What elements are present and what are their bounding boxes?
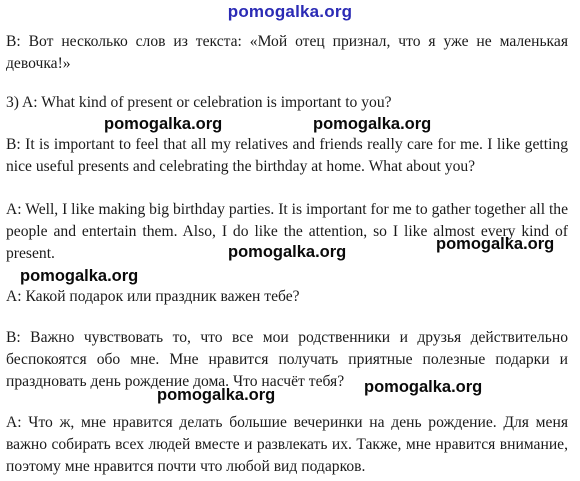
paragraph-a-russian: A: Что ж, мне нравится делать большие вечеринки на день рождение. Для меня важно собирать всех людей вместе и развлекать их. Также, мне нравится внимание, поэтому мне нравится почти что любой вид подарков. <box>6 414 568 475</box>
paragraph-a-russian-question: A: Какой подарок или праздник важен тебе? <box>6 288 300 305</box>
watermark-text: pomogalka.org <box>436 235 555 253</box>
paragraph-question-3: 3) A: What kind of present or celebration is important to you? <box>6 94 392 111</box>
watermark-text: pomogalka.org <box>364 378 483 396</box>
paragraph-a-english: A: Well, I like making big birthday parties. It is important for me to gather together all the people and entertain them. Also, I do like the attention, so I like almost every kind of present. <box>6 201 568 262</box>
watermark-text: pomogalka.org <box>104 115 223 133</box>
watermark-text: pomogalka.org <box>20 267 139 285</box>
watermark-text: pomogalka.org <box>157 386 276 404</box>
watermark-text: pomogalka.org <box>313 115 432 133</box>
watermark-text: pomogalka.org <box>228 243 347 261</box>
paragraph-b-quote: B: Вот несколько слов из текста: «Мой отец признал, что я уже не маленькая девочка!» <box>6 33 568 72</box>
paragraph-b-russian: B: Важно чувствовать то, что все мои родственники и друзья действительно беспокоятся обо мне. Мне нравится получать приятные полезные подарки и праздновать день рождение дома. Что насчёт тебя? <box>6 329 568 390</box>
header-watermark: pomogalka.org <box>227 2 353 21</box>
paragraph-b-english: B: It is important to feel that all my relatives and friends really care for me. I like getting nice useful presents and celebrating the birthday at home. What about you? <box>6 136 568 175</box>
